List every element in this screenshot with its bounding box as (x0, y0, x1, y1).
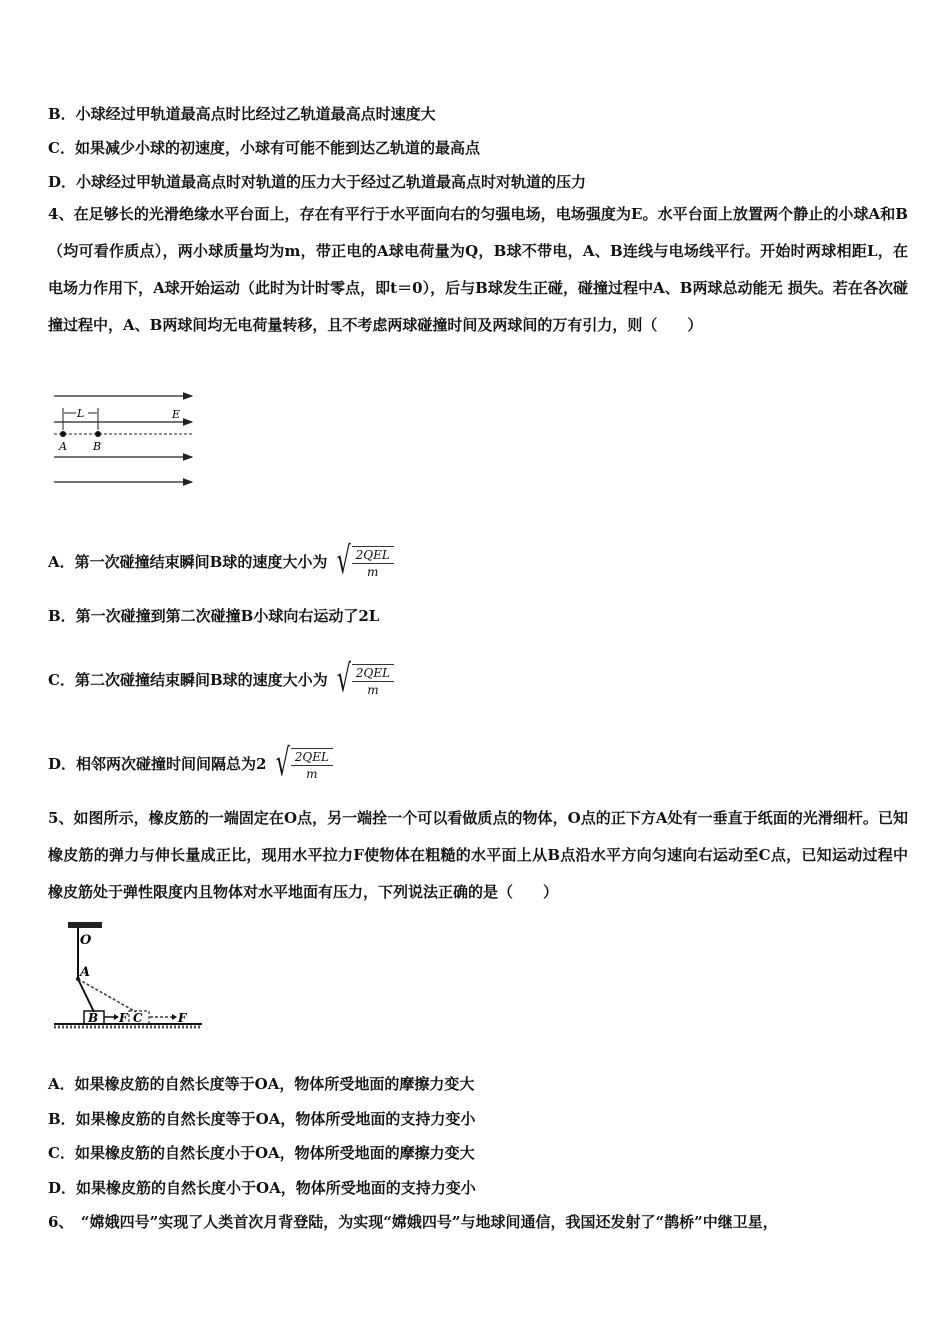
q4-figure (48, 386, 208, 490)
prev-option-d: D．小球经过甲轨道最高点时对轨道的压力大于经过乙轨道最高点时对轨道的压力 (48, 173, 587, 191)
q4-option-c (48, 658, 394, 702)
rubber-to-b (78, 979, 94, 1012)
q4-option-a (48, 540, 394, 584)
point-a-label: A (80, 965, 91, 980)
force-label-c: F (178, 1011, 187, 1025)
q4-option-d-text: D．相邻两次碰撞时间间隔总为2 (48, 755, 267, 773)
q4-option-a-formula: √ $\frac{\text{2QEL}}{m}$ (337, 546, 394, 580)
formula-num: 2QEL (352, 547, 394, 564)
formula-den: m (306, 767, 318, 781)
formula-num: 2QEL (352, 665, 394, 682)
q5-option-d: D．如果橡皮筋的自然长度小于OA，物体所受地面的支持力变小 (48, 1179, 476, 1197)
q4-option-d-formula: √ $\frac{\text{2QEL}}{m}$ (276, 748, 333, 782)
formula-den: m (367, 565, 379, 579)
q4-option-c-text: C．第二次碰撞结束瞬间B球的速度大小为 (48, 671, 328, 689)
q5-option-b: B．如果橡皮筋的自然长度等于OA，物体所受地面的支持力变小 (48, 1110, 476, 1128)
e-label: E (172, 408, 181, 421)
formula-num: 2QEL (291, 749, 333, 766)
q5-stem: 5、如图所示，橡皮筋的一端固定在O点，另一端拴一个可以看做质点的物体，O点的正下方A处有一垂直于纸面的光滑细杆。已知橡皮筋的弹力与伸长量成正比，现用水平拉力F使物体在粗糙的水平面上从B点沿水平方向匀速向右运动至C点，已知运动过程中橡皮筋处于弹性限度内且物体对水平地面有压力，下列说法正确的是（ ） (48, 809, 908, 901)
q5-option-a: A．如果橡皮筋的自然长度等于OA，物体所受地面的摩擦力变大 (48, 1075, 475, 1093)
q4-option-b: B．第一次碰撞到第二次碰撞B小球向右运动了2L (48, 607, 380, 625)
q4-stem: 4、在足够长的光滑绝缘水平台面上，存在有平行于水平面向右的匀强电场，电场强度为E。水平台面上放置两个静止的小球A和B（均可看作质点），两小球质量均为m，带正电的A球电荷量为Q，B球不带电，A、B连线与电场线平行。开始时两球相距L，在电场力作用下，A球开始运动（此时为计时零点，即t＝0），后与B球发生正碰，碰撞过程中A、B两球总动能无 损失。若在各次碰撞过程中，A、B两球间均无电荷量转移，且不考虑两球碰撞时间及两球间的万有引力，则（ ） (48, 205, 908, 334)
block-b-label: B (88, 1011, 99, 1025)
ceiling (68, 922, 102, 928)
prev-option-b: B．小球经过甲轨道最高点时比经过乙轨道最高点时速度大 (48, 105, 436, 123)
q6-stem: 6、 “嫦娥四号”实现了人类首次月背登陆，为实现“嫦娥四号”与地球间通信，我国还发射了“鹊桥”中继卫星， (48, 1213, 778, 1231)
q4-option-d (48, 742, 333, 786)
l-label: L (77, 407, 85, 420)
ball-a-label: A (59, 440, 67, 453)
ball-a (60, 431, 66, 437)
q4-option-c-formula: √ $\frac{\text{2QEL}}{m}$ (337, 664, 394, 698)
prev-option-c: C．如果减少小球的初速度，小球有可能不能到达乙轨道的最高点 (48, 139, 480, 157)
force-label-b: F (119, 1011, 128, 1025)
block-c-label: C (133, 1011, 143, 1025)
ball-b-label: B (93, 440, 102, 453)
q5-figure (48, 916, 208, 1040)
point-o-label: O (80, 933, 92, 948)
q4-option-a-text: A．第一次碰撞结束瞬间B球的速度大小为 (48, 553, 328, 571)
ball-b (95, 431, 101, 437)
q5-option-c: C．如果橡皮筋的自然长度小于OA，物体所受地面的摩擦力变大 (48, 1144, 475, 1162)
formula-den: m (367, 683, 379, 697)
